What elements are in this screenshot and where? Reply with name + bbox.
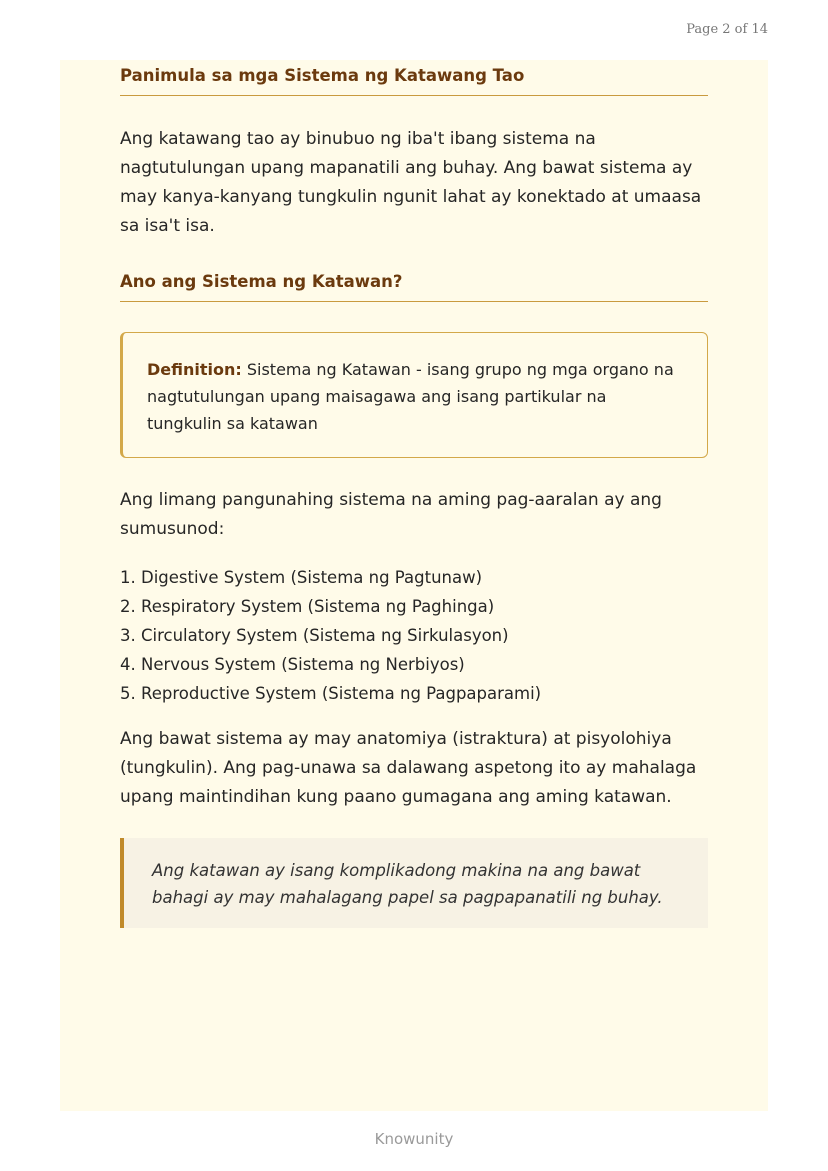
definition-text: Sistema ng Katawan - isang grupo ng mga organo na nagtutulungan upang maisagawa ang isang partikular na tungkulin sa katawan <box>147 360 674 433</box>
footer-brand: Knowunity <box>374 1130 454 1148</box>
page-number: Page 2 of 14 <box>686 22 768 37</box>
definition-box <box>120 332 708 458</box>
list-item: 1. Digestive System (Sistema ng Pagtunaw) <box>120 568 483 587</box>
document-page <box>60 60 768 1111</box>
closing-paragraph: Ang bawat sistema ay may anatomiya (istraktura) at pisyolohiya (tungkulin). Ang pag-unawa sa dalawang aspetong ito ay mahalaga upang maintindihan kung paano gumagana ang aming katawan. <box>120 729 697 807</box>
definition-label: Definition: <box>147 360 242 379</box>
systems-list <box>120 563 708 708</box>
section-heading-intro: Panimula sa mga Sistema ng Katawang Tao <box>120 66 708 96</box>
intro-paragraph: Ang katawang tao ay binubuo ng iba't ibang sistema na nagtutulungan upang mapanatili ang buhay. Ang bawat sistema ay may kanya-kanyang tungkulin ngunit lahat ay konektado at umaasa sa isa't isa. <box>120 129 702 236</box>
list-item: 2. Respiratory System (Sistema ng Paghinga) <box>120 597 495 616</box>
section-heading-definition: Ano ang Sistema ng Katawan? <box>120 272 708 302</box>
quote-block: Ang katawan ay isang komplikadong makina na ang bawat bahagi ay may mahalagang papel sa pagpapanatili ng buhay. <box>120 838 708 928</box>
list-item: 4. Nervous System (Sistema ng Nerbiyos) <box>120 655 465 674</box>
list-item: 3. Circulatory System (Sistema ng Sirkulasyon) <box>120 626 509 645</box>
systems-intro-paragraph: Ang limang pangunahing sistema na aming pag-aaralan ay ang sumusunod: <box>120 490 662 539</box>
list-item: 5. Reproductive System (Sistema ng Pagpaparami) <box>120 684 542 703</box>
